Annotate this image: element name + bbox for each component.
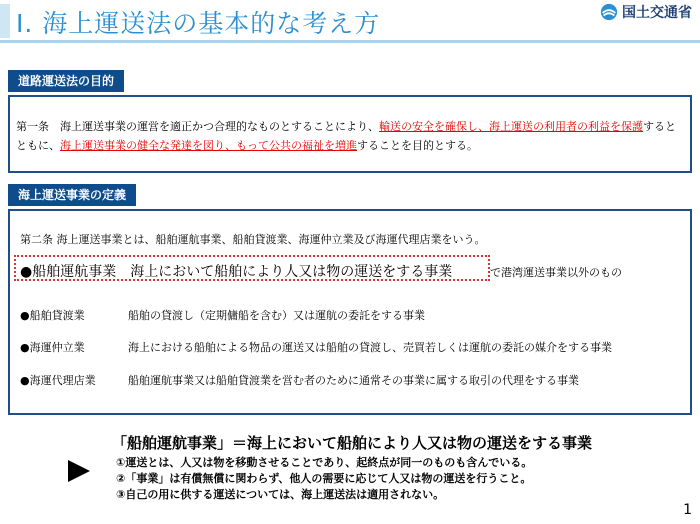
definition-intro: 第二条 海上運送事業とは、船舶運航事業、船舶貸渡業、海運仲立業及び海運代理店業をいう。 <box>20 233 486 246</box>
purpose-segment: することを目的とする。 <box>357 139 478 152</box>
purpose-segment: するとともに、 <box>16 120 676 152</box>
summary-item: ①運送とは、人又は物を移動させることであり、起終点が同一のものも含んでいる。 <box>116 456 533 469</box>
purpose-box <box>8 95 692 173</box>
title-accent <box>0 4 10 38</box>
definition-label: 海上運送事業の定義 <box>8 184 136 206</box>
definition-box <box>8 209 692 415</box>
logo-text: 国土交通省 <box>622 5 692 21</box>
definition-term: ●船舶貸渡業 <box>20 309 85 322</box>
definition-row <box>20 307 425 323</box>
definition-row <box>20 339 612 355</box>
ministry-logo <box>600 2 692 22</box>
arrow-right-icon <box>68 460 90 482</box>
definition-desc: 船舶運航事業又は船舶貸渡業を営む者のために通常その事業に属する取引の代理をする事業 <box>128 374 579 387</box>
definition-highlight: ●船舶運航事業 海上において船舶により人又は物の運送をする事業 <box>20 264 453 280</box>
summary-block <box>0 430 700 524</box>
definition-desc: 海上における船舶による物品の運送又は船舶の貸渡し、売買若しくは運航の委託の媒介をする事業 <box>128 341 612 354</box>
definition-row <box>20 372 579 388</box>
purpose-emphasis: 海上運送事業の健全な発達を図り、もって公共の福祉を増進 <box>60 139 357 152</box>
purpose-segment: 第一条 海上運送事業の運営を適正かつ合理的なものとすることにより、 <box>16 120 379 133</box>
summary-item: ②「事業」は有償無償に関わらず、他人の需要に応じて人又は物の運送を行うこと。 <box>116 472 532 485</box>
definition-highlight-tail: で港湾運送事業以外のもの <box>490 266 622 279</box>
purpose-text <box>16 117 684 155</box>
purpose-emphasis: 輸送の安全を確保し、海上運送の利用者の利益を保護 <box>379 120 643 133</box>
page-number: 1 <box>683 502 692 518</box>
definition-desc: 船舶の貸渡し（定期傭船を含む）又は運航の委託をする事業 <box>128 309 425 322</box>
title-divider <box>0 40 700 43</box>
definition-term: ●海運仲立業 <box>20 341 85 354</box>
definition-term: ●海運代理店業 <box>20 374 96 387</box>
purpose-label: 道路運送法の目的 <box>8 70 124 92</box>
title-bar <box>0 0 700 38</box>
page-title: Ⅰ. 海上運送法の基本的な考え方 <box>16 9 381 38</box>
summary-item: ③自己の用に供する運送については、海上運送法は適用されない。 <box>116 488 445 501</box>
summary-heading: 「船舶運航事業」＝海上において船舶により人又は物の運送をする事業 <box>112 434 593 452</box>
mlit-logo-icon <box>600 3 618 21</box>
